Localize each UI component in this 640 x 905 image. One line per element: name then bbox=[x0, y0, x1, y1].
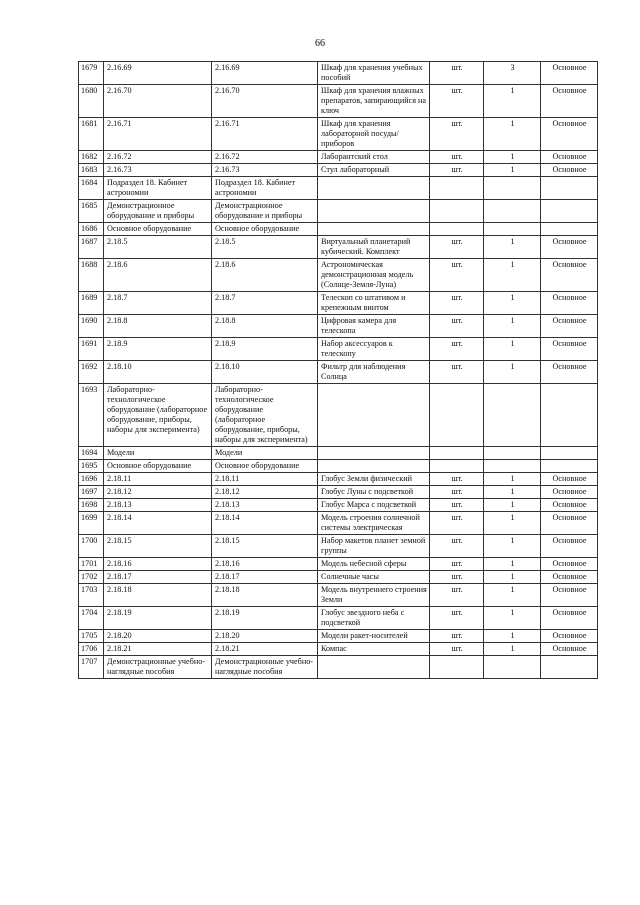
reference-code-cell: Основное оборудование bbox=[212, 460, 318, 473]
reference-code-cell: Модели bbox=[212, 447, 318, 460]
unit-cell bbox=[430, 656, 484, 679]
quantity-cell: 1 bbox=[484, 259, 541, 292]
row-number-cell: 1694 bbox=[79, 447, 104, 460]
quantity-cell: 1 bbox=[484, 499, 541, 512]
unit-cell: шт. bbox=[430, 151, 484, 164]
row-number-cell: 1699 bbox=[79, 512, 104, 535]
unit-cell: шт. bbox=[430, 473, 484, 486]
equipment-type-cell: Основное bbox=[541, 236, 598, 259]
table-row bbox=[79, 85, 598, 118]
reference-code-cell: 2.18.18 bbox=[212, 584, 318, 607]
quantity-cell: 1 bbox=[484, 584, 541, 607]
table-row bbox=[79, 584, 598, 607]
row-number-cell: 1682 bbox=[79, 151, 104, 164]
equipment-type-cell: Основное bbox=[541, 259, 598, 292]
item-name-cell: Модель строения солнечной системы электрическая bbox=[318, 512, 430, 535]
equipment-type-cell: Основное bbox=[541, 630, 598, 643]
quantity-cell: 1 bbox=[484, 361, 541, 384]
item-name-cell: Глобус Луны с подсветкой bbox=[318, 486, 430, 499]
reference-code-cell: 2.18.21 bbox=[212, 643, 318, 656]
row-number-cell: 1687 bbox=[79, 236, 104, 259]
code-cell: Подраздел 18. Кабинет астрономии bbox=[104, 177, 212, 200]
equipment-type-cell: Основное bbox=[541, 643, 598, 656]
row-number-cell: 1697 bbox=[79, 486, 104, 499]
reference-code-cell: 2.16.71 bbox=[212, 118, 318, 151]
row-number-cell: 1704 bbox=[79, 607, 104, 630]
row-number-cell: 1707 bbox=[79, 656, 104, 679]
code-cell: 2.18.10 bbox=[104, 361, 212, 384]
reference-code-cell: Демонстрационные учебно-наглядные пособия bbox=[212, 656, 318, 679]
quantity-cell: 1 bbox=[484, 151, 541, 164]
table-row bbox=[79, 151, 598, 164]
item-name-cell: Набор макетов планет земной группы bbox=[318, 535, 430, 558]
item-name-cell: Компас bbox=[318, 643, 430, 656]
unit-cell: шт. bbox=[430, 236, 484, 259]
unit-cell: шт. bbox=[430, 338, 484, 361]
equipment-type-cell: Основное bbox=[541, 164, 598, 177]
page-number: 66 bbox=[315, 38, 325, 49]
reference-code-cell: 2.18.10 bbox=[212, 361, 318, 384]
table-row bbox=[79, 656, 598, 679]
unit-cell bbox=[430, 223, 484, 236]
code-cell: 2.18.9 bbox=[104, 338, 212, 361]
reference-code-cell: 2.18.19 bbox=[212, 607, 318, 630]
unit-cell: шт. bbox=[430, 630, 484, 643]
equipment-type-cell bbox=[541, 223, 598, 236]
equipment-type-cell: Основное bbox=[541, 571, 598, 584]
item-name-cell bbox=[318, 460, 430, 473]
code-cell: 2.18.11 bbox=[104, 473, 212, 486]
unit-cell bbox=[430, 200, 484, 223]
reference-code-cell: 2.18.6 bbox=[212, 259, 318, 292]
reference-code-cell: 2.18.17 bbox=[212, 571, 318, 584]
item-name-cell: Стул лабораторный bbox=[318, 164, 430, 177]
quantity-cell bbox=[484, 384, 541, 447]
code-cell: 2.16.73 bbox=[104, 164, 212, 177]
table-row bbox=[79, 177, 598, 200]
item-name-cell: Глобус Марса с подсветкой bbox=[318, 499, 430, 512]
equipment-type-cell: Основное bbox=[541, 338, 598, 361]
equipment-type-cell bbox=[541, 384, 598, 447]
quantity-cell: 1 bbox=[484, 558, 541, 571]
item-name-cell bbox=[318, 223, 430, 236]
equipment-type-cell: Основное bbox=[541, 499, 598, 512]
item-name-cell bbox=[318, 384, 430, 447]
unit-cell: шт. bbox=[430, 486, 484, 499]
equipment-type-cell: Основное bbox=[541, 584, 598, 607]
item-name-cell: Астрономическая демонстрационная модель (Солнце-Земля-Луна) bbox=[318, 259, 430, 292]
quantity-cell bbox=[484, 460, 541, 473]
equipment-type-cell: Основное bbox=[541, 85, 598, 118]
unit-cell: шт. bbox=[430, 164, 484, 177]
reference-code-cell: 2.18.15 bbox=[212, 535, 318, 558]
reference-code-cell: 2.18.16 bbox=[212, 558, 318, 571]
reference-code-cell: 2.18.8 bbox=[212, 315, 318, 338]
reference-code-cell: 2.18.9 bbox=[212, 338, 318, 361]
quantity-cell: 1 bbox=[484, 236, 541, 259]
table-row bbox=[79, 236, 598, 259]
equipment-type-cell: Основное bbox=[541, 473, 598, 486]
quantity-cell bbox=[484, 200, 541, 223]
table-row bbox=[79, 361, 598, 384]
unit-cell: шт. bbox=[430, 315, 484, 338]
table-body bbox=[79, 62, 598, 679]
unit-cell: шт. bbox=[430, 85, 484, 118]
item-name-cell: Глобус Земли физический bbox=[318, 473, 430, 486]
row-number-cell: 1702 bbox=[79, 571, 104, 584]
table-row bbox=[79, 384, 598, 447]
row-number-cell: 1683 bbox=[79, 164, 104, 177]
item-name-cell bbox=[318, 656, 430, 679]
reference-code-cell: Основное оборудование bbox=[212, 223, 318, 236]
row-number-cell: 1688 bbox=[79, 259, 104, 292]
quantity-cell: 1 bbox=[484, 85, 541, 118]
reference-code-cell: 2.18.14 bbox=[212, 512, 318, 535]
item-name-cell: Шкаф для хранения влажных препаратов, запирающийся на ключ bbox=[318, 85, 430, 118]
reference-code-cell: 2.18.11 bbox=[212, 473, 318, 486]
equipment-type-cell: Основное bbox=[541, 292, 598, 315]
row-number-cell: 1703 bbox=[79, 584, 104, 607]
item-name-cell: Шкаф для хранения лабораторной посуды/приборов bbox=[318, 118, 430, 151]
quantity-cell: 1 bbox=[484, 292, 541, 315]
reference-code-cell: 2.18.5 bbox=[212, 236, 318, 259]
quantity-cell: 1 bbox=[484, 164, 541, 177]
unit-cell: шт. bbox=[430, 584, 484, 607]
quantity-cell: 3 bbox=[484, 62, 541, 85]
equipment-type-cell: Основное bbox=[541, 486, 598, 499]
row-number-cell: 1701 bbox=[79, 558, 104, 571]
item-name-cell bbox=[318, 200, 430, 223]
equipment-type-cell: Основное bbox=[541, 62, 598, 85]
table-row bbox=[79, 118, 598, 151]
code-cell: Лабораторно-технологическое оборудование (лабораторное оборудование, приборы, наборы для эксперимента) bbox=[104, 384, 212, 447]
row-number-cell: 1700 bbox=[79, 535, 104, 558]
row-number-cell: 1689 bbox=[79, 292, 104, 315]
row-number-cell: 1705 bbox=[79, 630, 104, 643]
reference-code-cell: 2.16.72 bbox=[212, 151, 318, 164]
unit-cell bbox=[430, 460, 484, 473]
unit-cell: шт. bbox=[430, 571, 484, 584]
code-cell: Демонстрационное оборудование и приборы bbox=[104, 200, 212, 223]
unit-cell: шт. bbox=[430, 118, 484, 151]
unit-cell: шт. bbox=[430, 607, 484, 630]
quantity-cell bbox=[484, 223, 541, 236]
item-name-cell bbox=[318, 177, 430, 200]
quantity-cell: 1 bbox=[484, 571, 541, 584]
unit-cell: шт. bbox=[430, 259, 484, 292]
table-row bbox=[79, 473, 598, 486]
equipment-type-cell: Основное bbox=[541, 361, 598, 384]
item-name-cell bbox=[318, 447, 430, 460]
equipment-type-cell: Основное bbox=[541, 535, 598, 558]
code-cell: Демонстрационные учебно-наглядные пособия bbox=[104, 656, 212, 679]
quantity-cell bbox=[484, 656, 541, 679]
equipment-type-cell: Основное bbox=[541, 607, 598, 630]
code-cell: 2.18.20 bbox=[104, 630, 212, 643]
unit-cell: шт. bbox=[430, 558, 484, 571]
row-number-cell: 1681 bbox=[79, 118, 104, 151]
table-row bbox=[79, 643, 598, 656]
code-cell: 2.18.14 bbox=[104, 512, 212, 535]
reference-code-cell: 2.18.12 bbox=[212, 486, 318, 499]
table-row bbox=[79, 223, 598, 236]
item-name-cell: Глобус звездного неба с подсветкой bbox=[318, 607, 430, 630]
code-cell: 2.16.72 bbox=[104, 151, 212, 164]
code-cell: 2.18.21 bbox=[104, 643, 212, 656]
code-cell: 2.18.19 bbox=[104, 607, 212, 630]
row-number-cell: 1684 bbox=[79, 177, 104, 200]
quantity-cell bbox=[484, 177, 541, 200]
equipment-type-cell bbox=[541, 656, 598, 679]
item-name-cell: Телескоп со штативом и крепежным винтом bbox=[318, 292, 430, 315]
code-cell: 2.18.15 bbox=[104, 535, 212, 558]
quantity-cell: 1 bbox=[484, 338, 541, 361]
unit-cell bbox=[430, 384, 484, 447]
row-number-cell: 1706 bbox=[79, 643, 104, 656]
quantity-cell: 1 bbox=[484, 486, 541, 499]
table-row bbox=[79, 338, 598, 361]
table-row bbox=[79, 499, 598, 512]
quantity-cell: 1 bbox=[484, 630, 541, 643]
row-number-cell: 1686 bbox=[79, 223, 104, 236]
code-cell: 2.18.12 bbox=[104, 486, 212, 499]
code-cell: 2.16.70 bbox=[104, 85, 212, 118]
quantity-cell bbox=[484, 447, 541, 460]
code-cell: Модели bbox=[104, 447, 212, 460]
item-name-cell: Лаборантский стол bbox=[318, 151, 430, 164]
code-cell: 2.16.69 bbox=[104, 62, 212, 85]
equipment-type-cell: Основное bbox=[541, 558, 598, 571]
row-number-cell: 1693 bbox=[79, 384, 104, 447]
item-name-cell: Модель небесной сферы bbox=[318, 558, 430, 571]
quantity-cell: 1 bbox=[484, 118, 541, 151]
reference-code-cell: 2.18.7 bbox=[212, 292, 318, 315]
row-number-cell: 1696 bbox=[79, 473, 104, 486]
equipment-type-cell: Основное bbox=[541, 151, 598, 164]
unit-cell: шт. bbox=[430, 361, 484, 384]
table-row bbox=[79, 62, 598, 85]
item-name-cell: Шкаф для хранения учебных пособий bbox=[318, 62, 430, 85]
reference-code-cell: 2.16.70 bbox=[212, 85, 318, 118]
equipment-type-cell: Основное bbox=[541, 118, 598, 151]
unit-cell bbox=[430, 447, 484, 460]
unit-cell: шт. bbox=[430, 643, 484, 656]
item-name-cell: Цифровая камера для телескопа bbox=[318, 315, 430, 338]
equipment-type-cell bbox=[541, 177, 598, 200]
code-cell: 2.18.7 bbox=[104, 292, 212, 315]
table-row bbox=[79, 558, 598, 571]
code-cell: 2.16.71 bbox=[104, 118, 212, 151]
item-name-cell: Модели ракет-носителей bbox=[318, 630, 430, 643]
table-row bbox=[79, 512, 598, 535]
row-number-cell: 1698 bbox=[79, 499, 104, 512]
equipment-type-cell: Основное bbox=[541, 512, 598, 535]
unit-cell: шт. bbox=[430, 62, 484, 85]
row-number-cell: 1695 bbox=[79, 460, 104, 473]
table-row bbox=[79, 259, 598, 292]
quantity-cell: 1 bbox=[484, 643, 541, 656]
code-cell: 2.18.18 bbox=[104, 584, 212, 607]
reference-code-cell: 2.18.13 bbox=[212, 499, 318, 512]
item-name-cell: Виртуальный планетарий кубический. Комплект bbox=[318, 236, 430, 259]
equipment-type-cell: Основное bbox=[541, 315, 598, 338]
code-cell: 2.18.5 bbox=[104, 236, 212, 259]
row-number-cell: 1680 bbox=[79, 85, 104, 118]
unit-cell: шт. bbox=[430, 499, 484, 512]
row-number-cell: 1690 bbox=[79, 315, 104, 338]
table-row bbox=[79, 571, 598, 584]
item-name-cell: Фильтр для наблюдения Солнца bbox=[318, 361, 430, 384]
reference-code-cell: Лабораторно-технологическое оборудование (лабораторное оборудование, приборы, наборы для эксперимента) bbox=[212, 384, 318, 447]
equipment-type-cell bbox=[541, 460, 598, 473]
code-cell: 2.18.13 bbox=[104, 499, 212, 512]
unit-cell bbox=[430, 177, 484, 200]
table-row bbox=[79, 447, 598, 460]
equipment-type-cell bbox=[541, 200, 598, 223]
item-name-cell: Модель внутреннего строения Земли bbox=[318, 584, 430, 607]
equipment-table bbox=[78, 61, 598, 679]
reference-code-cell: Демонстрационное оборудование и приборы bbox=[212, 200, 318, 223]
item-name-cell: Набор аксессуаров к телескопу bbox=[318, 338, 430, 361]
row-number-cell: 1685 bbox=[79, 200, 104, 223]
reference-code-cell: 2.18.20 bbox=[212, 630, 318, 643]
reference-code-cell: 2.16.69 bbox=[212, 62, 318, 85]
quantity-cell: 1 bbox=[484, 512, 541, 535]
code-cell: 2.18.17 bbox=[104, 571, 212, 584]
equipment-type-cell bbox=[541, 447, 598, 460]
unit-cell: шт. bbox=[430, 512, 484, 535]
table-row bbox=[79, 460, 598, 473]
unit-cell: шт. bbox=[430, 292, 484, 315]
table-row bbox=[79, 315, 598, 338]
code-cell: Основное оборудование bbox=[104, 460, 212, 473]
quantity-cell: 1 bbox=[484, 473, 541, 486]
row-number-cell: 1679 bbox=[79, 62, 104, 85]
quantity-cell: 1 bbox=[484, 535, 541, 558]
table-row bbox=[79, 164, 598, 177]
quantity-cell: 1 bbox=[484, 607, 541, 630]
code-cell: 2.18.8 bbox=[104, 315, 212, 338]
code-cell: Основное оборудование bbox=[104, 223, 212, 236]
table-row bbox=[79, 630, 598, 643]
code-cell: 2.18.6 bbox=[104, 259, 212, 292]
quantity-cell: 1 bbox=[484, 315, 541, 338]
table-row bbox=[79, 535, 598, 558]
table-row bbox=[79, 200, 598, 223]
item-name-cell: Солнечные часы bbox=[318, 571, 430, 584]
unit-cell: шт. bbox=[430, 535, 484, 558]
reference-code-cell: 2.16.73 bbox=[212, 164, 318, 177]
table-row bbox=[79, 607, 598, 630]
code-cell: 2.18.16 bbox=[104, 558, 212, 571]
row-number-cell: 1692 bbox=[79, 361, 104, 384]
row-number-cell: 1691 bbox=[79, 338, 104, 361]
reference-code-cell: Подраздел 18. Кабинет астрономии bbox=[212, 177, 318, 200]
table-row bbox=[79, 486, 598, 499]
table-row bbox=[79, 292, 598, 315]
